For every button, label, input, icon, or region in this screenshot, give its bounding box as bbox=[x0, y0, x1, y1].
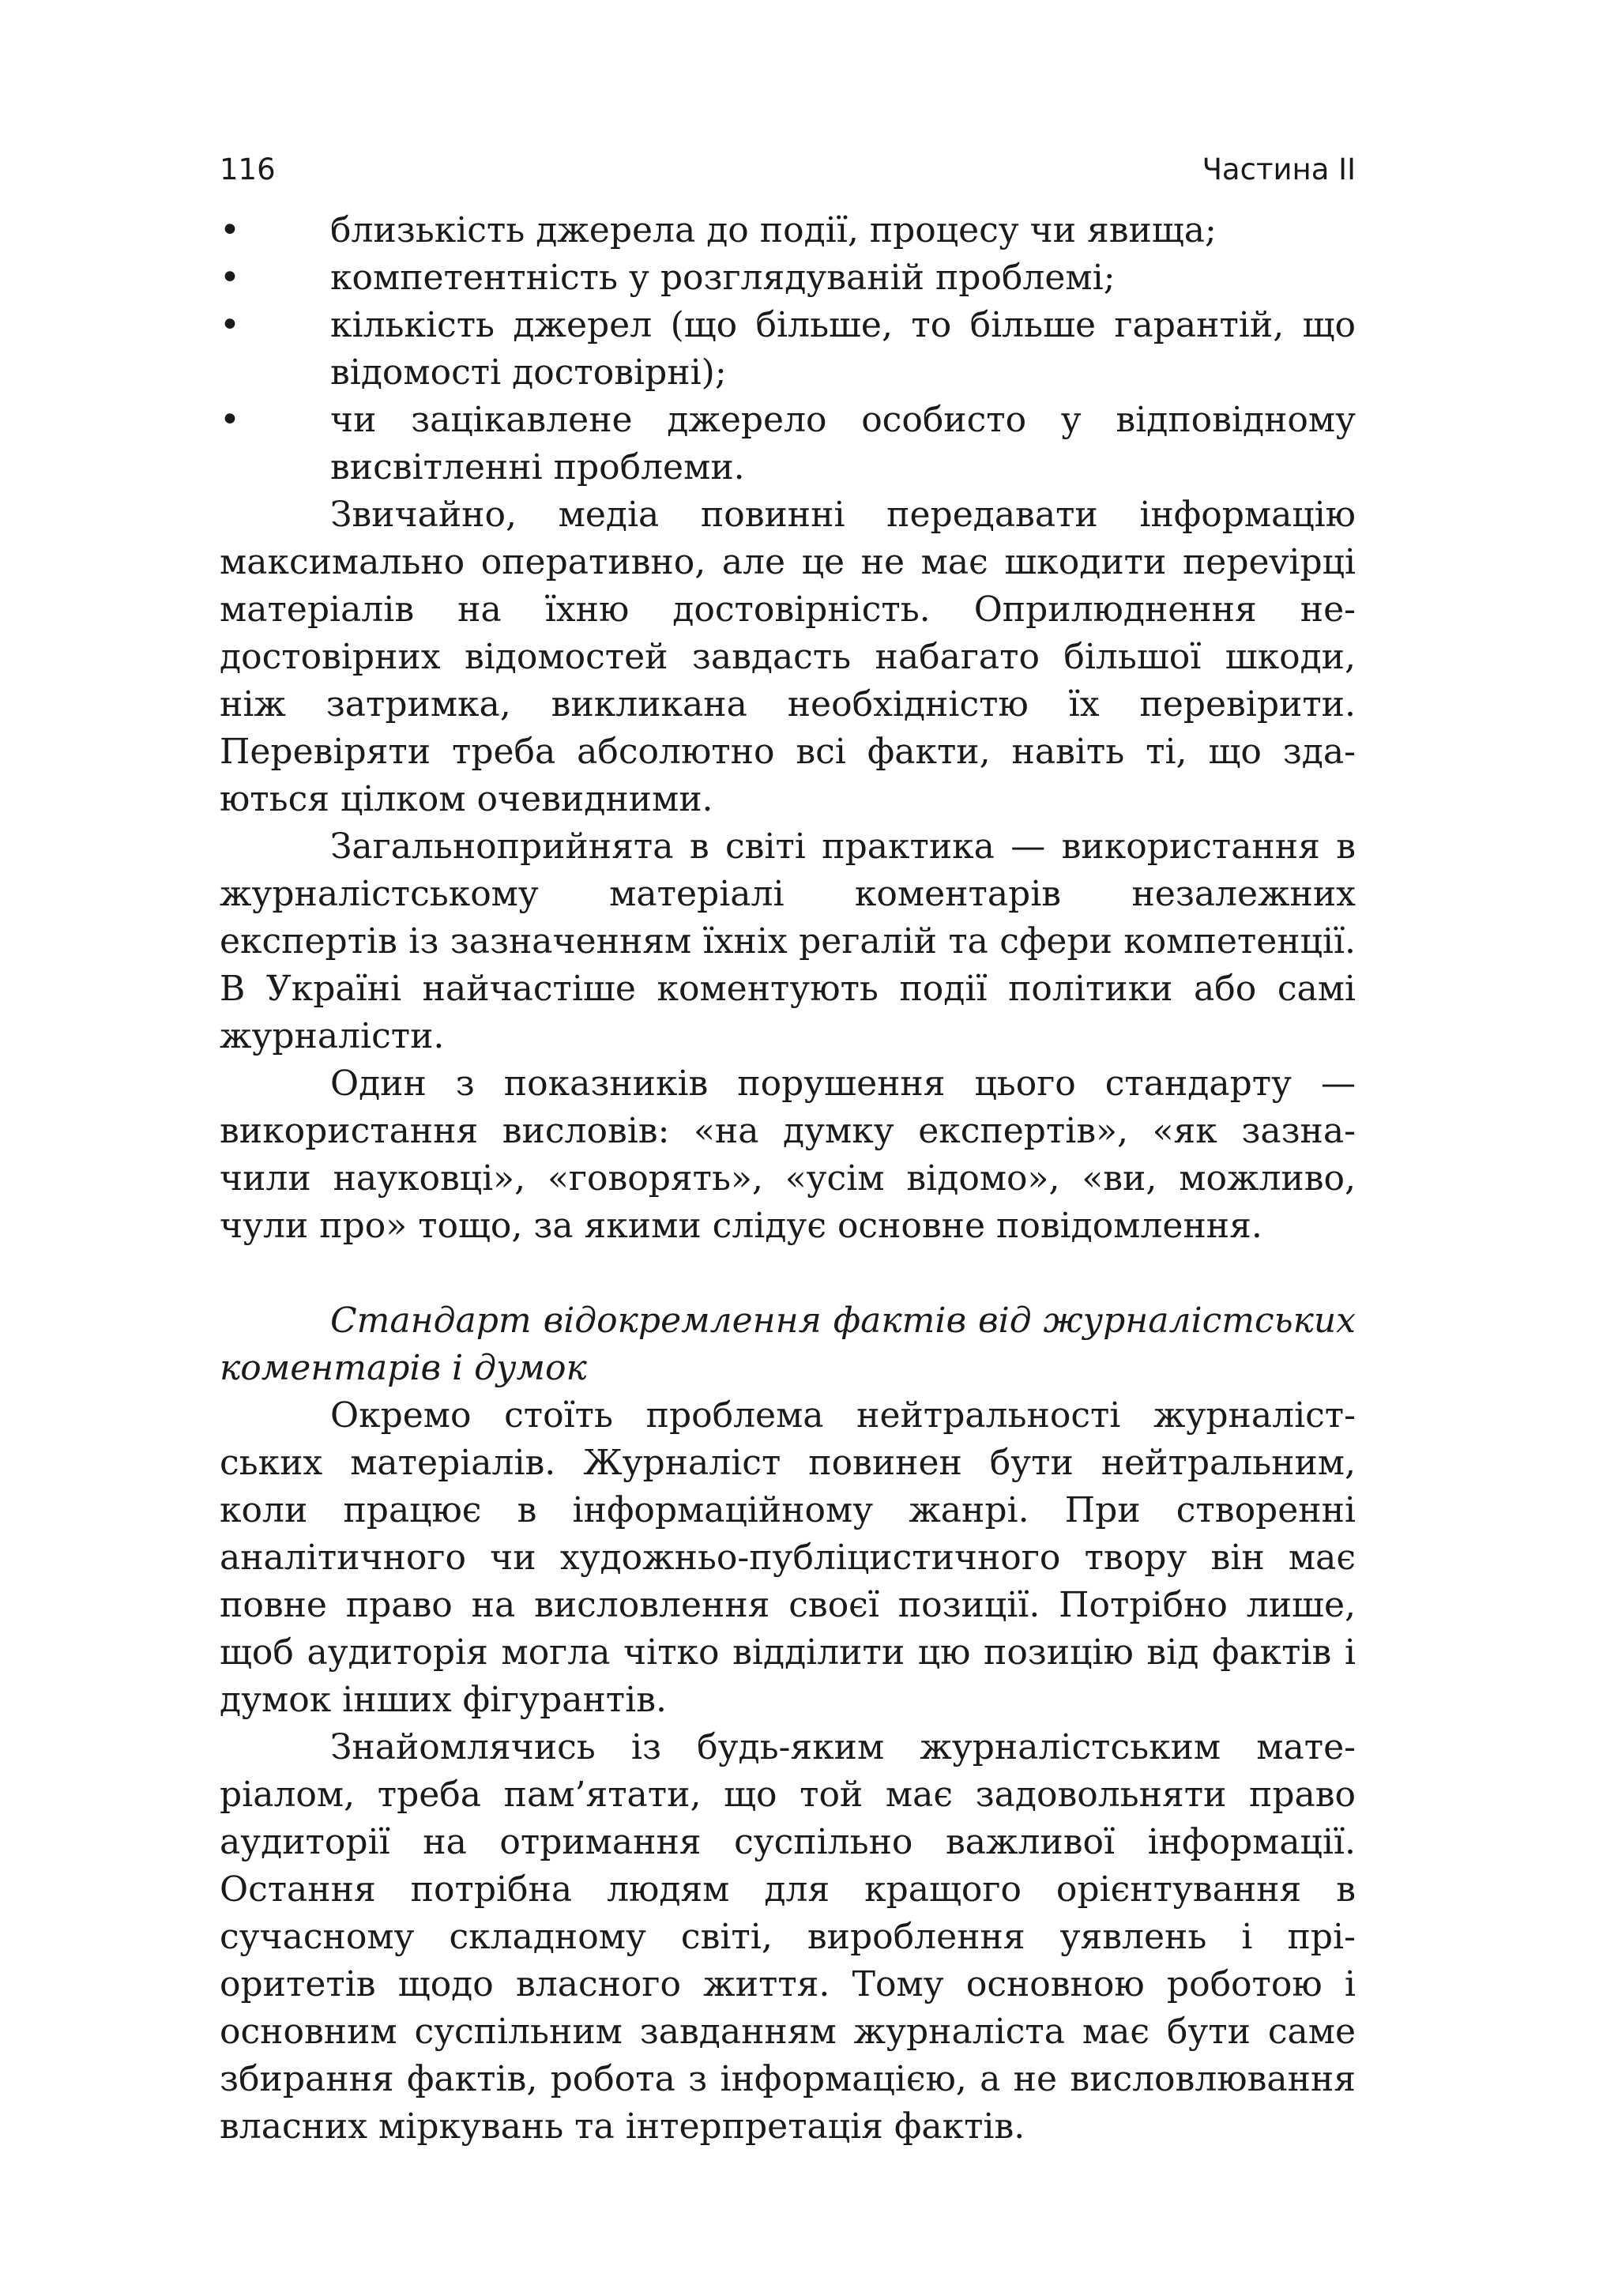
paragraph: Звичайно, медіа повинні передавати інформацію максимально оперативно, але це не має шкодити переvірці матеріалів на їхню достовірність. Оприлюднення недостовірних відомостей завдасть набагато більшої шкоди, ніж затримка, викликана необхідністю їх перевірити. Перевіряти треба абсолютно всі факти, навіть ті, що здаються цілком очевидними. bbox=[220, 495, 1356, 819]
list-item-text: компетентність у розглядуваній проблемі; bbox=[330, 258, 1116, 298]
section-heading: Стандарт відокремлення фактів від журналістських коментарів і думок bbox=[220, 1300, 1356, 1388]
list-item bbox=[220, 207, 1356, 254]
list-item bbox=[220, 302, 1356, 397]
paragraph: Знайомлячись із будь-яким журналістським матеріалом, треба пам’ятати, що той має задовольняти право аудиторії на отримання суспільно важливої інформації. Остання потрібна людям для кращого орієнтування в сучасному складному світі, вироблення уявлень і пріоритетів щодо власного життя. Тому основною роботою і основним суспільним завданням журналіста має бути саме збирання фактів, робота з інформацією, а не висловлювання власних міркувань та інтерпретація фактів. bbox=[220, 1727, 1356, 2147]
bullet-icon: • bbox=[220, 305, 240, 345]
section-title: Частина II bbox=[1202, 152, 1356, 186]
paragraph: Один з показників порушення цього стандарту — використання висловів: «на думку експертів», «як зазначили науковці», «говорять», «усім відомо», «ви, можливо, чули про» тощо, за якими слідує основне повідомлення. bbox=[220, 1063, 1356, 1246]
list-item-text: кількість джерел (що більше, то більше гарантій, що відомості достовірні); bbox=[330, 305, 1356, 393]
bullet-icon: • bbox=[220, 400, 240, 440]
body-text bbox=[220, 207, 1356, 2151]
list-item-text: близькість джерела до події, процесу чи явища; bbox=[330, 210, 1217, 250]
list-item-text: чи зацікавлене джерело особисто у відповідному висвітленні проблеми. bbox=[330, 400, 1356, 487]
paragraph: Окремо стоїть проблема нейтральності журналістських матеріалів. Журналіст повинен бути нейтральним, коли працює в інформаційному жанрі. При створенні аналітичного чи художньо-публіцистичного твору він має повне право на висловлення своєї позиції. Потрібно лише, щоб аудиторія могла чітко відділити цю позицію від фактів і думок інших фігурантів. bbox=[220, 1395, 1356, 1720]
bullet-icon: • bbox=[220, 258, 240, 298]
bullet-icon: • bbox=[220, 210, 240, 250]
page-number: 116 bbox=[220, 152, 276, 186]
list-item bbox=[220, 397, 1356, 491]
running-head bbox=[220, 150, 1356, 196]
list-item bbox=[220, 254, 1356, 302]
book-page bbox=[220, 150, 1356, 2151]
paragraph: Загальноприйнята в світі практика — використання в журналістському матеріалі коментарів незалежних експертів із зазначенням їхніх регалій та сфери компетенції. В Україні найчастіше коментують події політики або самі журналісти. bbox=[220, 826, 1356, 1056]
criteria-list bbox=[220, 207, 1356, 491]
